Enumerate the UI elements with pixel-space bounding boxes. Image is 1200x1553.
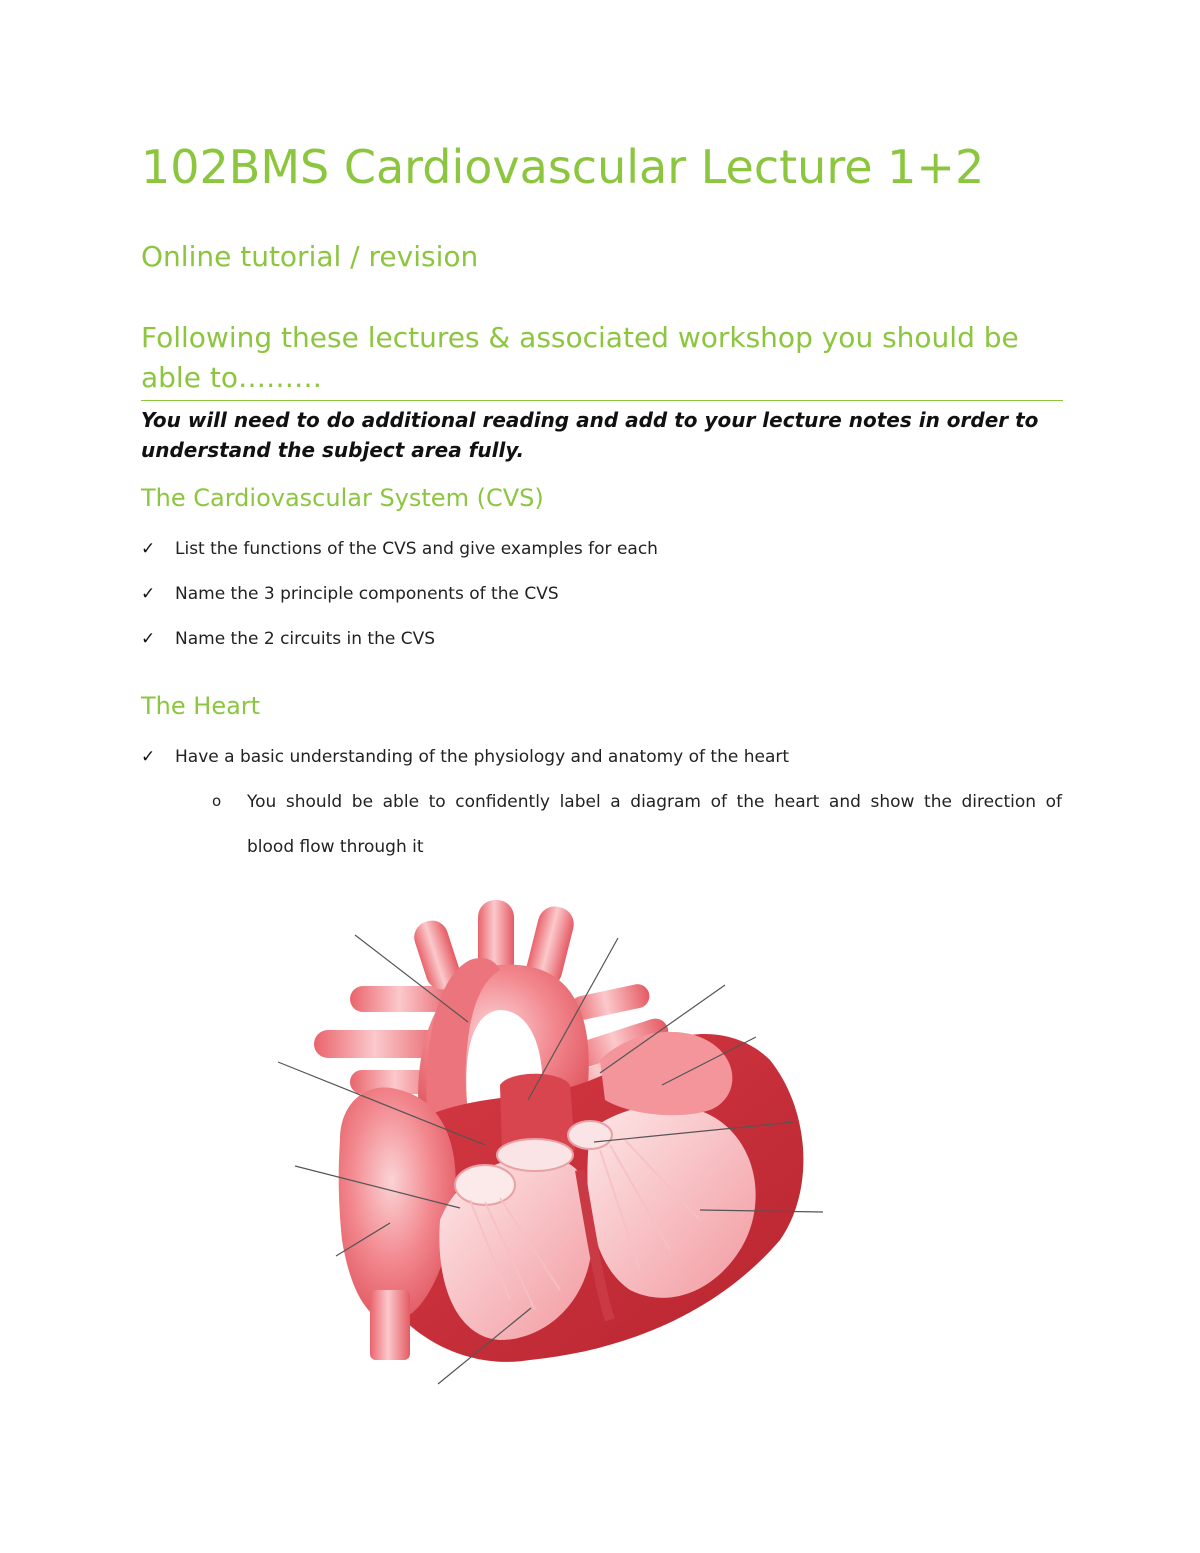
check-icon: ✓ xyxy=(141,629,156,649)
document-subtitle: Online tutorial / revision xyxy=(141,240,479,273)
heart-item-label: Have a basic understanding of the physiology and anatomy of the heart xyxy=(175,747,790,767)
heading-divider xyxy=(141,400,1063,401)
cvs-item-label: Name the 2 circuits in the CVS xyxy=(175,629,436,649)
cvs-item-label: List the functions of the CVS and give examples for each xyxy=(175,539,658,559)
tricuspid-valve xyxy=(455,1165,515,1205)
sub-item-line-2: blood flow through it xyxy=(247,837,424,857)
reading-note: You will need to do additional reading and add to your lecture notes in order to understand the subject area fully. xyxy=(141,408,1039,462)
check-icon: ✓ xyxy=(141,747,156,767)
objectives-heading: Following these lectures & associated workshop you should be able to……… xyxy=(141,321,1019,394)
check-icon: ✓ xyxy=(141,539,156,559)
document-title: 102BMS Cardiovascular Lecture 1+2 xyxy=(141,140,985,194)
cvs-item-label: Name the 3 principle components of the CVS xyxy=(175,584,559,604)
sub-bullet-marker: o xyxy=(212,792,222,810)
heart-heading: The Heart xyxy=(141,692,261,720)
pulmonary-valve xyxy=(497,1139,573,1171)
check-icon: ✓ xyxy=(141,584,156,604)
sub-item-line-1: You should be able to confidently label a diagram of the heart and show the direction of xyxy=(247,792,1062,812)
cvs-heading: The Cardiovascular System (CVS) xyxy=(141,484,544,512)
heart-diagram xyxy=(270,890,830,1400)
cvs-item-functions xyxy=(141,539,658,559)
heart-item-physiology xyxy=(141,747,789,767)
cvs-item-components xyxy=(141,584,559,604)
mitral-valve xyxy=(568,1121,612,1149)
cvs-item-circuits xyxy=(141,629,435,649)
inferior-vena-cava xyxy=(370,1290,410,1360)
